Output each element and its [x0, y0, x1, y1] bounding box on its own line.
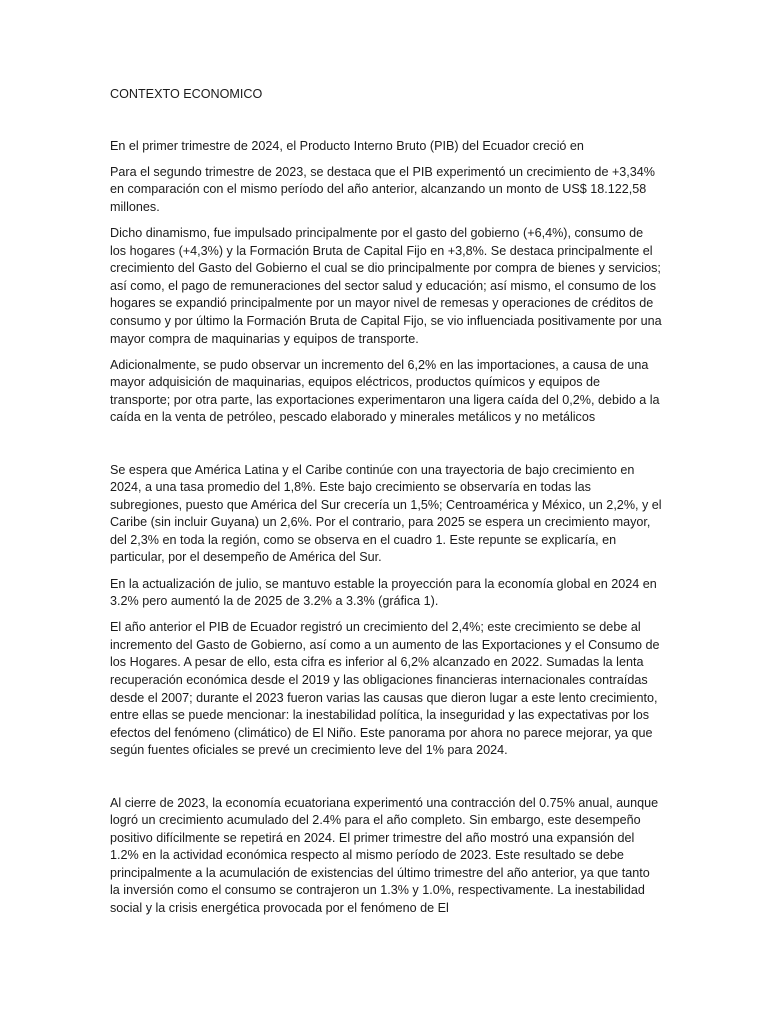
paragraph-intro: En el primer trimestre de 2024, el Producto Interno Bruto (PIB) del Ecuador creció en	[110, 138, 584, 153]
paragraph-spacer	[110, 769, 662, 795]
paragraph-importaciones: Adicionalmente, se pudo observar un incremento del 6,2% en las importaciones, a causa de una mayor adquisición de maquinarias, equipos eléctricos, productos químicos y equipos de transporte; por otra parte, las exportaciones experimentaron una ligera caída del 0,2%, debido a la caída en la venta de petróleo, pescado elaborado y minerales metálicos y no metálicos	[110, 357, 660, 425]
paragraph-cierre-2023: Al cierre de 2023, la economía ecuatoriana experimentó una contracción del 0.75% anual, aunque logró un crecimiento acumulado del 2.4% para el año completo. Sin embargo, este desempeño positivo difícilmente se repetirá en 2024. El primer trimestre del año mostró una expansión del 1.2% en la actividad económica respecto al mismo período de 2023. Este resultado se debe principalmente a la acumulación de existencias del último trimestre del año anterior, ya que tanto la inversión como el consumo se contrajeron un 1.3% y 1.0%, respectivamente. La inestabilidad social y la crisis energética provocada por el fenómeno de El	[110, 795, 659, 916]
paragraph-america-latina: Se espera que América Latina y el Caribe continúe con una trayectoria de bajo crecimiento en 2024, a una tasa promedio del 1,8%. Este bajo crecimiento se observaría en todas las subregiones, puesto que América del Sur crecería un 1,5%; Centroamérica y México, un 2,2%, y el Caribe (sin incluir Guyana) un 2,6%. Por el contrario, para 2025 se espera un crecimiento mayor, del 2,3% en toda la región, como se observa en el cuadro 1. Este repunte se explicaría, en particular, por el desempeño de América del Sur.	[110, 462, 662, 565]
document-page	[110, 86, 662, 926]
paragraph-dinamismo: Dicho dinamismo, fue impulsado principalmente por el gasto del gobierno (+6,4%), consumo de los hogares (+4,3%) y la Formación Bruta de Capital Fijo en +3,8%. Se destaca principalmente el crecimiento del Gasto del Gobierno el cual se dio principalmente por compra de bienes y servicios; así como, el pago de remuneraciones del sector salud y educación; así mismo, el consumo de los hogares se expandió principalmente por un mayor nivel de remesas y operaciones de créditos de consumo y por último la Formación Bruta de Capital Fijo, se vio influenciada positivamente por una mayor compra de maquinarias y equipos de transporte.	[110, 225, 662, 346]
paragraph-actualizacion-julio: En la actualización de julio, se mantuvo estable la proyección para la economía global en 2024 en 3.2% pero aumentó la de 2025 de 3.2% a 3.3% (gráfica 1).	[110, 576, 657, 609]
document-title: CONTEXTO ECONOMICO	[110, 87, 263, 101]
paragraph-pib-ecuador: El año anterior el PIB de Ecuador registró un crecimiento del 2,4%; este crecimiento se debe al incremento del Gasto de Gobierno, así como a un aumento de las Exportaciones y el Consumo de los Hogares. A pesar de ello, esta cifra es inferior al 6,2% alcanzado en 2022. Sumadas la lenta recuperación económica desde el 2019 y las obligaciones financieras internacionales contraídas desde el 2007; durante el 2023 fueron varias las causas que dieron lugar a este lento crecimiento, entre ellas se puede mencionar: la inestabilidad política, la inseguridad y las expectativas por los efectos del fenómeno (climático) de El Niño. Este panorama por ahora no parece mejorar, ya que según fuentes oficiales se prevé un crecimiento leve del 1% para 2024.	[110, 620, 660, 758]
paragraph-q2-2023: Para el segundo trimestre de 2023, se destaca que el PIB experimentó un crecimiento de +3,34% en comparación con el mismo período del año anterior, alcanzando un monto de US$ 18.122,58 millones.	[110, 164, 656, 214]
paragraph-spacer	[110, 436, 662, 462]
